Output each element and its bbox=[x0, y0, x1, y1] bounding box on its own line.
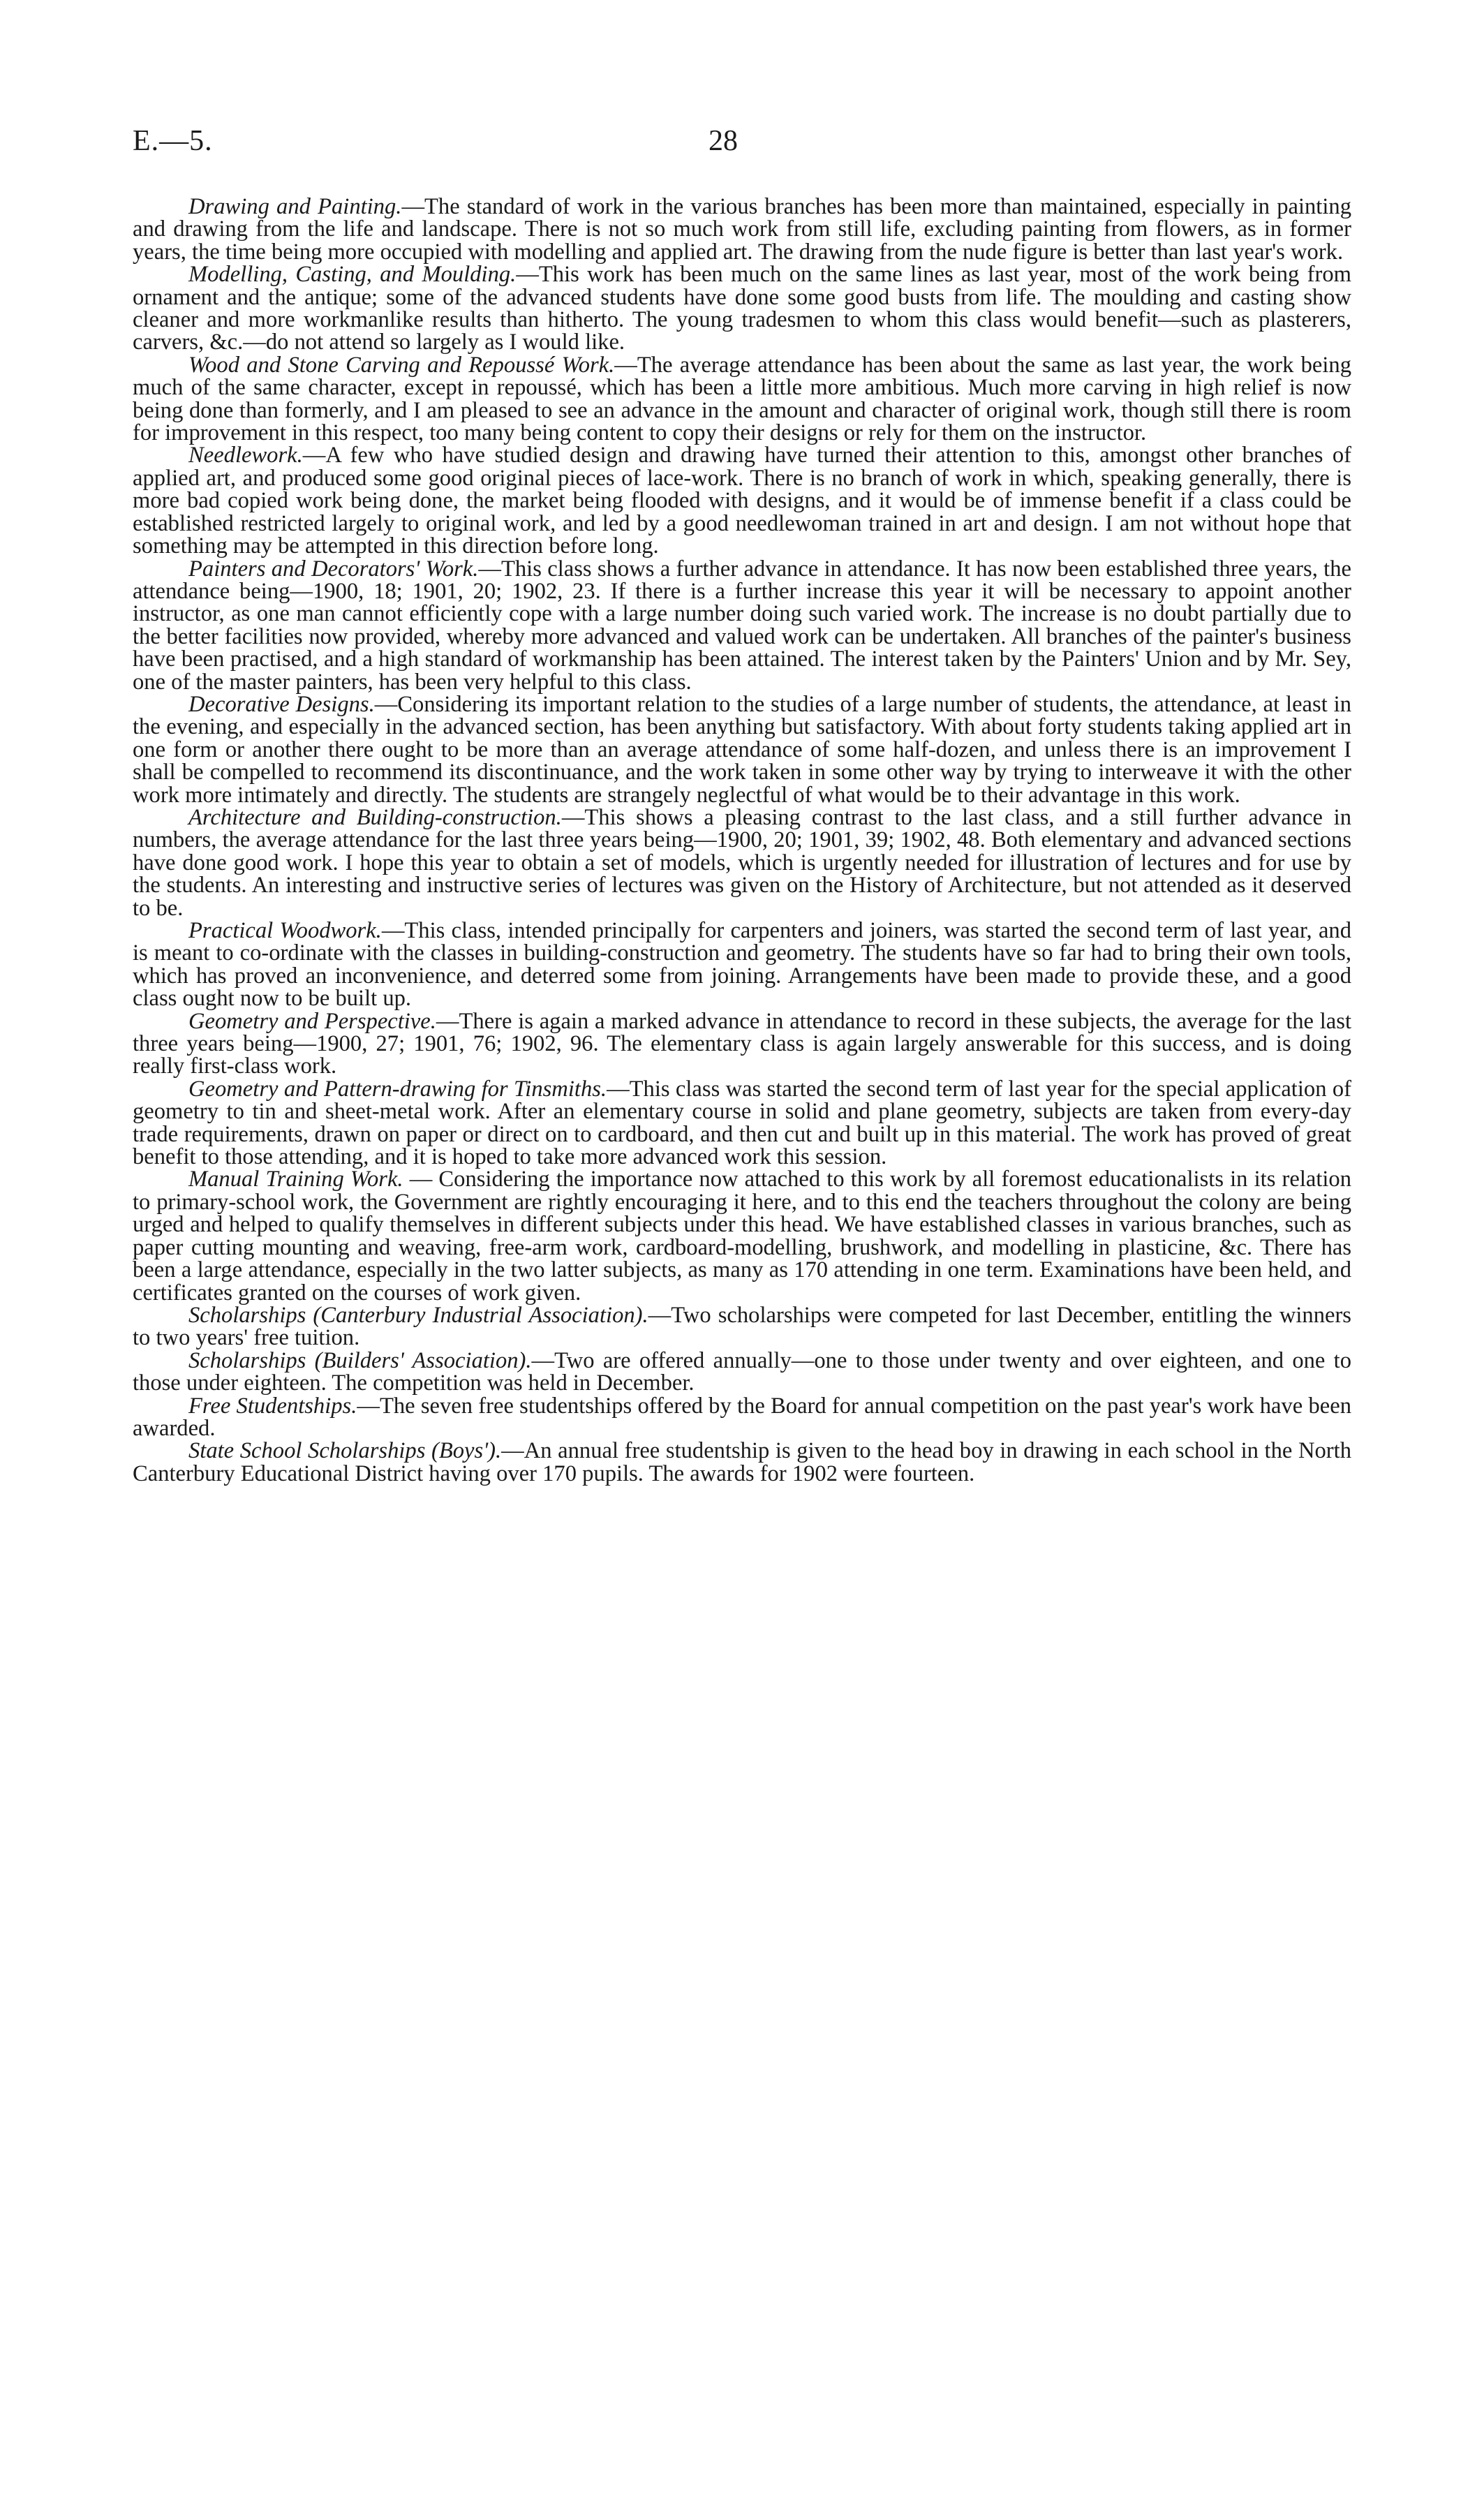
page-number: 28 bbox=[708, 125, 738, 157]
paragraph-free-studentships bbox=[133, 1395, 1351, 1440]
paragraph-text: —A few who have studied design and drawing have turned their attention to this, amongst other branches of applied art, and produced some good original pieces of lace-work. There is no branch of work in which, speaking generally, there is more bad copied work being done, the market being flooded with designs, and it would be of immense benefit if a class could be established restricted largely to original work, and led by a good needlewoman trained in art and design. I am not without hope that something may be attempted in this direction before long. bbox=[133, 443, 1351, 559]
paragraph-text: —This class shows a further advance in attendance. It has now been established three years, the attendance being—1900, 18; 1901, 20; 1902, 23. If there is a further increase this year it will be necessary to appoint another instructor, as one man cannot efficiently cope with a large number doing such varied work. The increase is no doubt partially due to the better facilities now provided, whereby more advanced and valued work can be undertaken. All branches of the painter's business have been practised, and a high standard of workmanship has been attained. The interest taken by the Painters' Union and by Mr. Sey, one of the master painters, has been very helpful to this class. bbox=[133, 556, 1351, 695]
document-reference: E.—5. bbox=[133, 125, 213, 157]
paragraph-modelling-casting bbox=[133, 263, 1351, 354]
paragraph-title: State School Scholarships (Boys'). bbox=[188, 1438, 502, 1464]
paragraph-title: Architecture and Building-construction. bbox=[188, 804, 562, 830]
paragraph-practical-woodwork bbox=[133, 919, 1351, 1010]
paragraph-text: —An annual free studentship is given to the head boy in drawing in each school in the North Canterbury Educational District having over 170 pupils. The awards for 1902 were fourteen. bbox=[133, 1438, 1351, 1486]
paragraph-drawing-painting bbox=[133, 195, 1351, 263]
paragraph-scholarships-builders bbox=[133, 1349, 1351, 1395]
paragraph-architecture bbox=[133, 806, 1351, 919]
page-header bbox=[133, 124, 1351, 166]
paragraph-title: Scholarships (Builders' Association). bbox=[188, 1347, 532, 1373]
paragraph-title: Free Studentships. bbox=[188, 1393, 357, 1419]
paragraph-title: Decorative Designs. bbox=[188, 691, 375, 717]
paragraph-scholarships-industrial bbox=[133, 1304, 1351, 1349]
paragraph-wood-stone-carving bbox=[133, 354, 1351, 445]
paragraph-text: —Two are offered annually—one to those under twenty and over eighteen, and one to those under eighteen. The competition was held in December. bbox=[133, 1347, 1352, 1396]
paragraph-title: Painters and Decorators' Work. bbox=[188, 556, 479, 582]
paragraph-geometry-perspective bbox=[133, 1010, 1351, 1078]
paragraph-manual-training bbox=[133, 1167, 1352, 1306]
paragraph-title: Modelling, Casting, and Moulding. bbox=[188, 262, 517, 288]
paragraph-text: —The standard of work in the various branches has been more than maintained, especially in painting and drawing from the life and landscape. There is not so much work from still life, excluding painting from flowers, as in former years, the time being more occupied with modelling and applied art. The drawing from the nude figure is better than last year's work. bbox=[133, 194, 1351, 265]
paragraph-text: — Considering the importance now attached to this work by all foremost educationalists in its relation to primary-school work, the Government are rightly encouraging it here, and to this end the teachers throughout the colony are being urged and helped to qualify themselves in different subjects under this head. We have established classes in various branches, such as paper cutting mounting and weaving, free-arm work, cardboard-modelling, brushwork, and modelling in plasticine, &c. There has been a large attendance, especially in the two latter subjects, as many as 170 attending in one term. Examinations have been held, and certificates granted on the courses of work given. bbox=[133, 1167, 1352, 1306]
report-body bbox=[133, 195, 1351, 1485]
paragraph-text: —The seven free studentships offered by the Board for annual competition on the past year's work have been awarded. bbox=[133, 1393, 1351, 1441]
paragraph-title: Geometry and Perspective. bbox=[188, 1008, 436, 1034]
paragraph-tinsmiths bbox=[133, 1078, 1351, 1169]
paragraph-text: —Two scholarships were competed for last December, entitling the winners to two years' free tuition. bbox=[133, 1302, 1351, 1351]
paragraph-text: —Considering its important relation to the studies of a large number of students, the attendance, at least in the evening, and especially in the advanced section, has been anything but satisfactory. With about forty students taking applied art in one form or another there ought to be more than an average attendance of some half-dozen, and unless there is an improvement I shall be compelled to recommend its discontinuance, and the work taken in some other way by trying to interweave it with the other work more intimately and directly. The students are strangely neglectful of what would be to their advantage in this work. bbox=[133, 691, 1351, 808]
paragraph-state-school-scholarships bbox=[133, 1440, 1351, 1485]
paragraph-text: —This work has been much on the same lines as last year, most of the work being from ornament and the antique; some of the advanced students have done some good busts from life. The moulding and casting show cleaner and more workmanlike results than hitherto. The young tradesmen to whom this class would benefit—such as plasterers, carvers, &c.—do not attend so largely as I would like. bbox=[133, 262, 1351, 355]
paragraph-title: Scholarships (Canterbury Industrial Association). bbox=[188, 1302, 648, 1328]
paragraph-title: Practical Woodwork. bbox=[188, 918, 382, 943]
paragraph-title: Manual Training Work. bbox=[188, 1167, 403, 1192]
paragraph-text: —This class, intended principally for carpenters and joiners, was started the second term of last year, and is meant to co-ordinate with the classes in building-construction and geometry. The students have so far had to bring their own tools, which has proved an inconvenience, and deterred some from joining. Arrangements have been made to provide these, and a good class ought now to be built up. bbox=[133, 918, 1351, 1012]
paragraph-text: —There is again a marked advance in attendance to record in these subjects, the average for the last three years being—1900, 27; 1901, 76; 1902, 96. The elementary class is again largely answerable for this success, and is doing really first-class work. bbox=[133, 1008, 1351, 1079]
paragraph-painters-decorators bbox=[133, 558, 1351, 693]
paragraph-text: —This class was started the second term of last year for the special application of geometry to tin and sheet-metal work. After an elementary course in solid and plane geometry, subjects are taken from every-day trade requirements, drawn on paper or direct on to cardboard, and then cut and built up in this material. The work has proved of great benefit to those attending, and it is hoped to take more advanced work this session. bbox=[133, 1076, 1351, 1170]
paragraph-text: —This shows a pleasing contrast to the last class, and a still further advance in numbers, the average attendance for the last three years being—1900, 20; 1901, 39; 1902, 48. Both elementary and advanced sections have done good work. I hope this year to obtain a set of models, which is urgently needed for illustration of lectures and for use by the students. An interesting and instructive series of lectures was given on the History of Architecture, but not attended as it deserved to be. bbox=[133, 804, 1351, 921]
paragraph-title: Geometry and Pattern-drawing for Tinsmiths. bbox=[188, 1076, 607, 1102]
paragraph-decorative-designs bbox=[133, 693, 1351, 806]
paragraph-title: Drawing and Painting. bbox=[188, 194, 402, 219]
paragraph-title: Needlework. bbox=[188, 443, 303, 468]
paragraph-text: —The average attendance has been about the same as last year, the work being much of the same character, except in repoussé, which has been a little more ambitious. Much more carving in high relief is now being done than formerly, and I am pleased to see an advance in the amount and character of original work, though still there is room for improvement in this respect, too many being content to copy their designs or rely for them on the instructor. bbox=[133, 352, 1351, 446]
paragraph-title: Wood and Stone Carving and Repoussé Work. bbox=[188, 352, 615, 378]
paragraph-needlework bbox=[133, 444, 1351, 557]
